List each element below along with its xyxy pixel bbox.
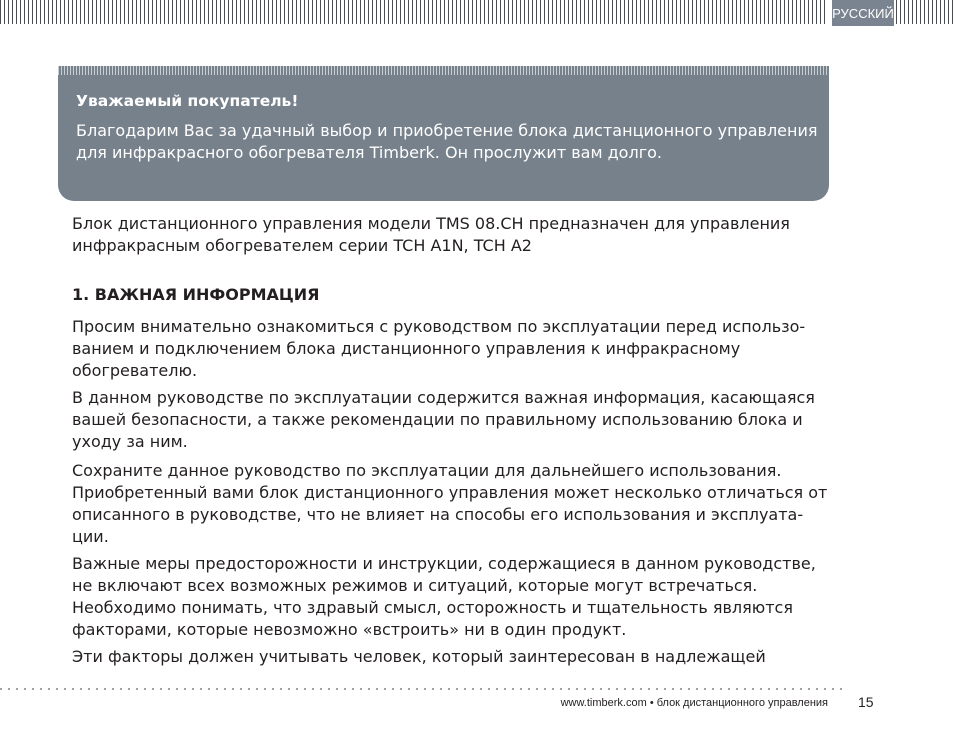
footer-text: www.timberk.com • блок дистанционного управления (560, 697, 828, 709)
section-paragraph-3: Сохраните данное руководство по эксплуатации для дальнейшего использования. Приобретенный вами блок дистанционного управления может несколько отличаться от описанного в руководстве, что не влияет на способы его использования и эксплуата-ции. (72, 461, 828, 546)
section-paragraph-2: В данном руководстве по эксплуатации содержится важная информация, касающаяся вашей безопасности, а также рекомендации по правильному использованию блока и уходу за ним. (72, 388, 815, 451)
intro-paragraph: Блок дистанционного управления модели TMS 08.CH предназначен для управления инфракрасным обогревателем серии TCH A1N, TCH A2 (72, 214, 790, 255)
section-paragraph-4: Важные меры предосторожности и инструкции, содержащиеся в данном руководстве, не включают всех возможных режимов и ситуаций, которые могут встречаться. Необходимо понимать, что здравый смысл, осторожность и тщательность являются факторами, которые невозможно «встроить» ни в один продукт. (72, 554, 816, 639)
language-tab (832, 0, 894, 26)
greeting-box (58, 66, 829, 201)
greeting-text: Благодарим Вас за удачный выбор и приобретение блока дистанционного управления для инфракрасного обогревателя Timberk. Он прослужит вам долго. (76, 121, 818, 162)
section-paragraph-1: Просим внимательно ознакомиться с руководством по эксплуатации перед использо-ванием и подключением блока дистанционного управления к инфракрасному обогревателю. (72, 317, 806, 380)
top-decorative-ticks-right (896, 0, 954, 24)
greeting-box-ticks (58, 66, 829, 75)
top-decorative-ticks-left (0, 0, 828, 24)
page-number: 15 (858, 694, 874, 710)
section-heading: 1. ВАЖНАЯ ИНФОРМАЦИЯ (72, 285, 320, 304)
footer-dotted-rule (0, 688, 846, 690)
section-paragraph-5: Эти факторы должен учитывать человек, который заинтересован в надлежащей (72, 647, 766, 666)
greeting-title: Уважаемый покупатель! (76, 92, 299, 110)
language-label: РУССКИЙ (832, 5, 894, 21)
